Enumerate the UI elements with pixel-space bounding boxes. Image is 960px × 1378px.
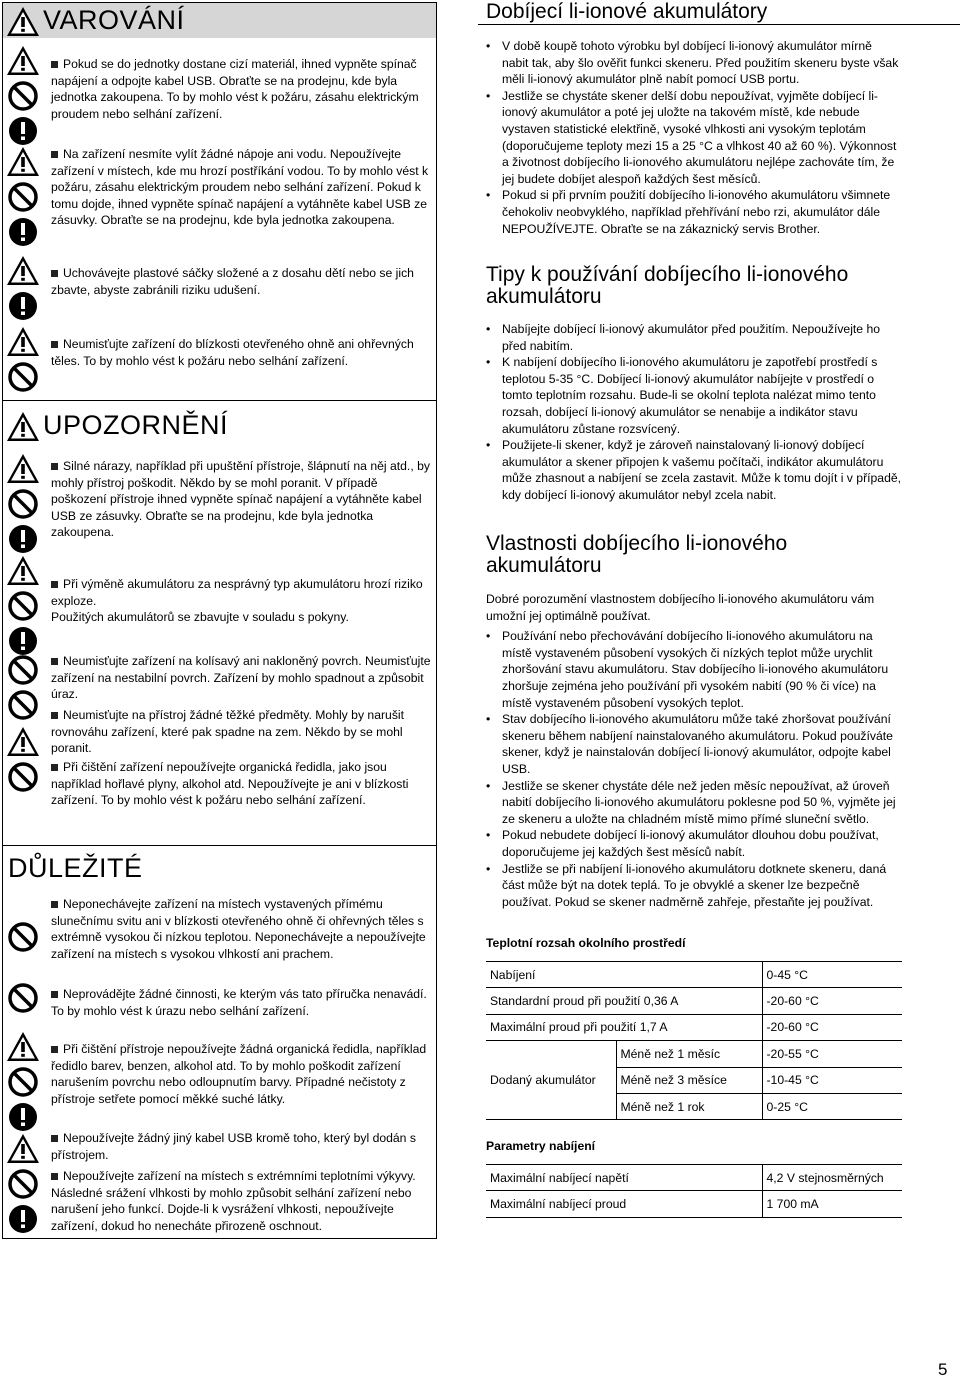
properties-title: Vlastnosti dobíjecího li-ionového akumulátoru [486,532,788,577]
prohibited-icon [8,655,38,685]
warning-triangle-icon [6,452,40,484]
warning-triangle-icon [6,44,40,76]
warning-item-2: Na zařízení nesmíte vylít žádné nápoje ani vodu. Nepoužívejte zařízení v místech, kde mu hrozí postříkání vodou. To by mohlo vést k požáru, zásahu elektrickým proudem nebo selhání zařízení. Pokud k tomu dojde, ihned vypněte spínač napájení a vytáhněte kabel USB ze zásuvky. Obraťte se na prodejnu, kde byla jednotka zakoupena. [51,147,429,228]
mandatory-icon [8,1102,38,1132]
temp-table-caption: Teplotní rozsah okolního prostředí [486,936,686,950]
mandatory-icon [8,524,38,554]
important-header [2,845,437,890]
mandatory-icon [8,217,38,247]
mandatory-icon [8,291,38,321]
caution-item-3: Neumisťujte zařízení na kolísavý ani nakloněný povrch. Neumisťujte zařízení na nestabilní povrch. Zařízení by mohlo spadnout a způsobit úraz. [51,654,431,702]
warning-triangle-icon [6,1030,40,1062]
important-title: DŮLEŽITÉ [8,852,143,883]
warning-item-4: Neumisťujte zařízení do blízkosti otevřeného ohně ani ohřevných těles. To by mohlo vést k požáru nebo selhání zařízení. [51,337,414,368]
warning-triangle-icon [6,554,40,586]
tips-list [486,321,901,504]
warning-triangle-icon [6,325,40,357]
prohibited-icon [8,591,38,621]
list-item: • Stav dobíjecího li-ionového akumulátoru může také zhoršovat používání skeneru během nabíjení nainstalovaného akumulátoru. Pokud používáte skener, když je nainstalován dobíjecí li-ionový akumulátor, odpojte kabel USB. [486,711,901,777]
important-item-1: Neponechávejte zařízení na místech vystavených přímému slunečnímu svitu ani v blízkosti otevřeného ohně či ohřevných těles s extrémně vysokou či nízkou teplotou. Neponechávejte a nepoužívejte zařízení na místech s vysokou vlhkostí ani prachem. [51,897,426,961]
list-item: • K nabíjení dobíjecího li-ionového akumulátoru je zapotřebí prostředí s teplotou 5-35 °C. Dobíjecí li-ionový akumulátor nabíjejte v prostředí o tomto teplotním rozsahu. Bude-li se okolní teplota nalézat mimo tento rozsah, dobíjecí li-ionový akumulátor se nenabije a indikátor stavu akumulátoru zůstane rozsvícený. [486,354,901,437]
list-item: • Pokud si při prvním použití dobíjecího li-ionového akumulátoru všimnete čehokoliv neobvyklého, například přehřívání nebo rzi, akumulátor dále NEPOUŽÍVEJTE. Obraťte se na zákaznický servis Brother. [486,187,901,237]
mandatory-icon [8,1204,38,1234]
list-item: • Jestliže se chystáte skener delší dobu nepoužívat, vyjměte dobíjecí li-ionový akumulátor a poté jej uložte na takovém místě, kde nebude vystaven statistické elektřině, vysoké vlhkosti ani vysokým teplotám (doporučujeme teploty mezi 15 a 25 °C a vlhkost 40 až 60 %). Výkonnost a životnost dobíjecího li-ionového akumulátoru nejlépe zachováte tím, že jej budete dobíjet alespoň každých šest měsíců. [486,88,901,188]
list-item: • Používání nebo přechovávání dobíjecího li-ionového akumulátoru na místě vystaveném působení vysokých či nízkých teplot může urychlit zhoršování stavu akumulátoru. Stav dobíjecího li-ionového akumulátoru zhoršuje zejména jeho používání při vysokém nabití (90 % či více) na místě vystaveném působení vysokých teplot. [486,628,901,711]
table-row: Maximální nabíjecí napětí 4,2 V stejnosměrných [486,1165,902,1191]
bullet-square-icon [51,270,58,277]
page-number: 5 [938,1360,948,1378]
prohibited-icon [8,983,38,1013]
properties-body [486,591,901,910]
mandatory-icon [8,626,38,656]
bullet-square-icon [51,1173,58,1180]
bullet-square-icon [51,463,58,470]
rechargeable-list [486,38,901,237]
list-item: • Pokud nebudete dobíjecí li-ionový akumulátor dlouhou dobu používat, doporučujeme jej každých šest měsíců nabít. [486,827,901,860]
prohibited-icon [8,362,38,392]
table-row: Nabíjení 0-45 °C [486,962,902,988]
warning-triangle-icon [6,145,40,177]
caution-title: UPOZORNĚNÍ [43,410,229,440]
warning-triangle-icon [6,5,40,37]
bullet-square-icon [51,764,58,771]
table-row: Méně než 1 rok 0-25 °C [486,1093,902,1119]
bullet-square-icon [51,1135,58,1142]
bullet-square-icon [51,712,58,719]
warning-triangle-icon [6,725,40,757]
bullet-square-icon [51,1046,58,1053]
charge-table [486,1164,902,1218]
bullet-square-icon [51,151,58,158]
table-row: Méně než 3 měsíce -10-45 °C [486,1067,902,1093]
list-item: • Nabíjejte dobíjecí li-ionový akumulátor před použitím. Nepoužívejte ho před nabitím. [486,321,901,354]
bullet-square-icon [51,341,58,348]
temp-table [486,961,902,1120]
table-row: Standardní proud při použití 0,36 A -20-60 °C [486,988,902,1014]
table-row: Maximální nabíjecí proud 1 700 mA [486,1191,902,1217]
bullet-square-icon [51,991,58,998]
properties-intro: Dobré porozumění vlastnostem dobíjecího li-ionového akumulátoru vám umožní jej optimálně používat. [486,592,875,623]
mandatory-icon [8,116,38,146]
table-row: Maximální proud při použití 1,7 A -20-60 °C [486,1014,902,1040]
warning-item-1: Pokud se do jednotky dostane cizí materiál, ihned vypněte spínač napájení a odpojte kabel USB. Obraťte se na prodejnu, kde byla jednotka zakoupena. To by mohlo vést k požáru, zásahu elektrickým proudem nebo selhání zařízení. [51,57,419,121]
warning-title: VAROVÁNÍ [43,5,185,35]
warning-triangle-icon [6,1132,40,1164]
prohibited-icon [8,489,38,519]
warning-header [2,2,437,38]
list-item: • Jestliže se skener chystáte déle než jeden měsíc nepoužívat, až úroveň nabití dobíjecího li-ionového akumulátoru poklesne pod 50 %, vyjměte jej ze skeneru a uložte na chladném místě mimo přímé sluneční světlo. [486,778,901,828]
prohibited-icon [8,1169,38,1199]
table-row: Dodaný akumulátor Méně než 1 měsíc -20-55 °C [486,1041,902,1067]
caution-triangle-icon [6,410,40,442]
rechargeable-title: Dobíjecí li-ionové akumulátory [486,0,768,23]
caution-header [2,400,437,450]
title-rule [478,24,960,25]
important-item-4: Nepoužívejte žádný jiný kabel USB kromě toho, který byl dodán s přístrojem. [51,1131,416,1162]
list-item: • Jestliže se při nabíjení li-ionového akumulátoru dotknete skeneru, daná část může být na dotek teplá. To je obvyklé a skener lze bezpečně používat. Pokud se skener nadměrně zahřeje, přestaňte jej používat. [486,861,901,911]
caution-item-2: Při výměně akumulátoru za nesprávný typ akumulátoru hrozí riziko exploze. Použitých akumulátorů se zbavujte v souladu s pokyny. [51,577,423,625]
important-item-3: Při čištění přístroje nepoužívejte žádná organická ředidla, například ředidlo barev, benzen, alkohol atd. To by mohlo poškodit zařízení narušením povrchu nebo odloupnutím barvy. Případné nečistoty z přístroje setřete pomocí měkké suché látky. [51,1042,427,1106]
caution-item-5: Při čištění zařízení nepoužívejte organická ředidla, jako jsou například hořlavé plyny, alkohol atd. Nepoužívejte je ani v blízkosti zařízení. To by mohlo vést k požáru nebo selhání zařízení. [51,760,409,808]
prohibited-icon [8,182,38,212]
prohibited-icon [8,762,38,792]
warning-triangle-icon [6,254,40,286]
important-section [2,890,437,1239]
bullet-square-icon [51,61,58,68]
warning-section [2,38,437,400]
prohibited-icon [8,922,38,952]
prohibited-icon [8,81,38,111]
charge-table-caption: Parametry nabíjení [486,1139,596,1153]
caution-item-4: Neumisťujte na přístroj žádné těžké předměty. Mohly by narušit rovnováhu zařízení, které pak spadne na zem. Někdo by se mohl poranit. [51,708,405,756]
list-item: • Použijete-li skener, když je zároveň nainstalovaný li-ionový dobíjecí akumulátor a skener připojen k vašemu počítači, indikátor akumulátoru může zhasnout a nabíjení se zcela zastavit. Může k tomu dojít i v případě, kdy dobíjecí li-ionový akumulátor nebyl zcela nabit. [486,437,901,503]
important-item-5: Nepoužívejte zařízení na místech s extrémními teplotními výkyvy. Následné srážení vlhkosti by mohlo způsobit selhání zařízení nebo narušení jeho funkcí. Dojde-li k vysrážení vlhkosti, nepoužívejte zařízení, dokud ho nenecháte přirozeně oschnout. [51,1169,416,1233]
important-item-2: Neprovádějte žádné činnosti, ke kterým vás tato příručka nenavádí. To by mohlo vést k úrazu nebo selhání zařízení. [51,987,427,1018]
tips-title: Tipy k používání dobíjecího li-ionového akumulátoru [486,263,849,308]
list-item: • V době koupě tohoto výrobku byl dobíjecí li-ionový akumulátor mírně nabit tak, aby šlo ověřit funkci skeneru. Před použitím skeneru byste však měli li-ionový akumulátor plně nabít pomocí USB portu. [486,38,901,88]
warning-item-3: Uchovávejte plastové sáčky složené a z dosahu dětí nebo se jich zbavte, abyste zabránili riziku udušení. [51,266,414,297]
prohibited-icon [8,690,38,720]
bullet-square-icon [51,658,58,665]
caution-section [2,450,437,845]
bullet-square-icon [51,901,58,908]
prohibited-icon [8,1067,38,1097]
bullet-square-icon [51,581,58,588]
caution-item-1: Silné nárazy, například při upuštění přístroje, šlápnutí na něj atd., by mohly přístroj poškodit. Někdo by se mohl poranit. V případě poškození přístroje ihned vypněte spínač napájení a vytáhněte kabel USB ze zásuvky. Obraťte se na prodejnu, kde byla jednotka zakoupena. [51,459,430,540]
